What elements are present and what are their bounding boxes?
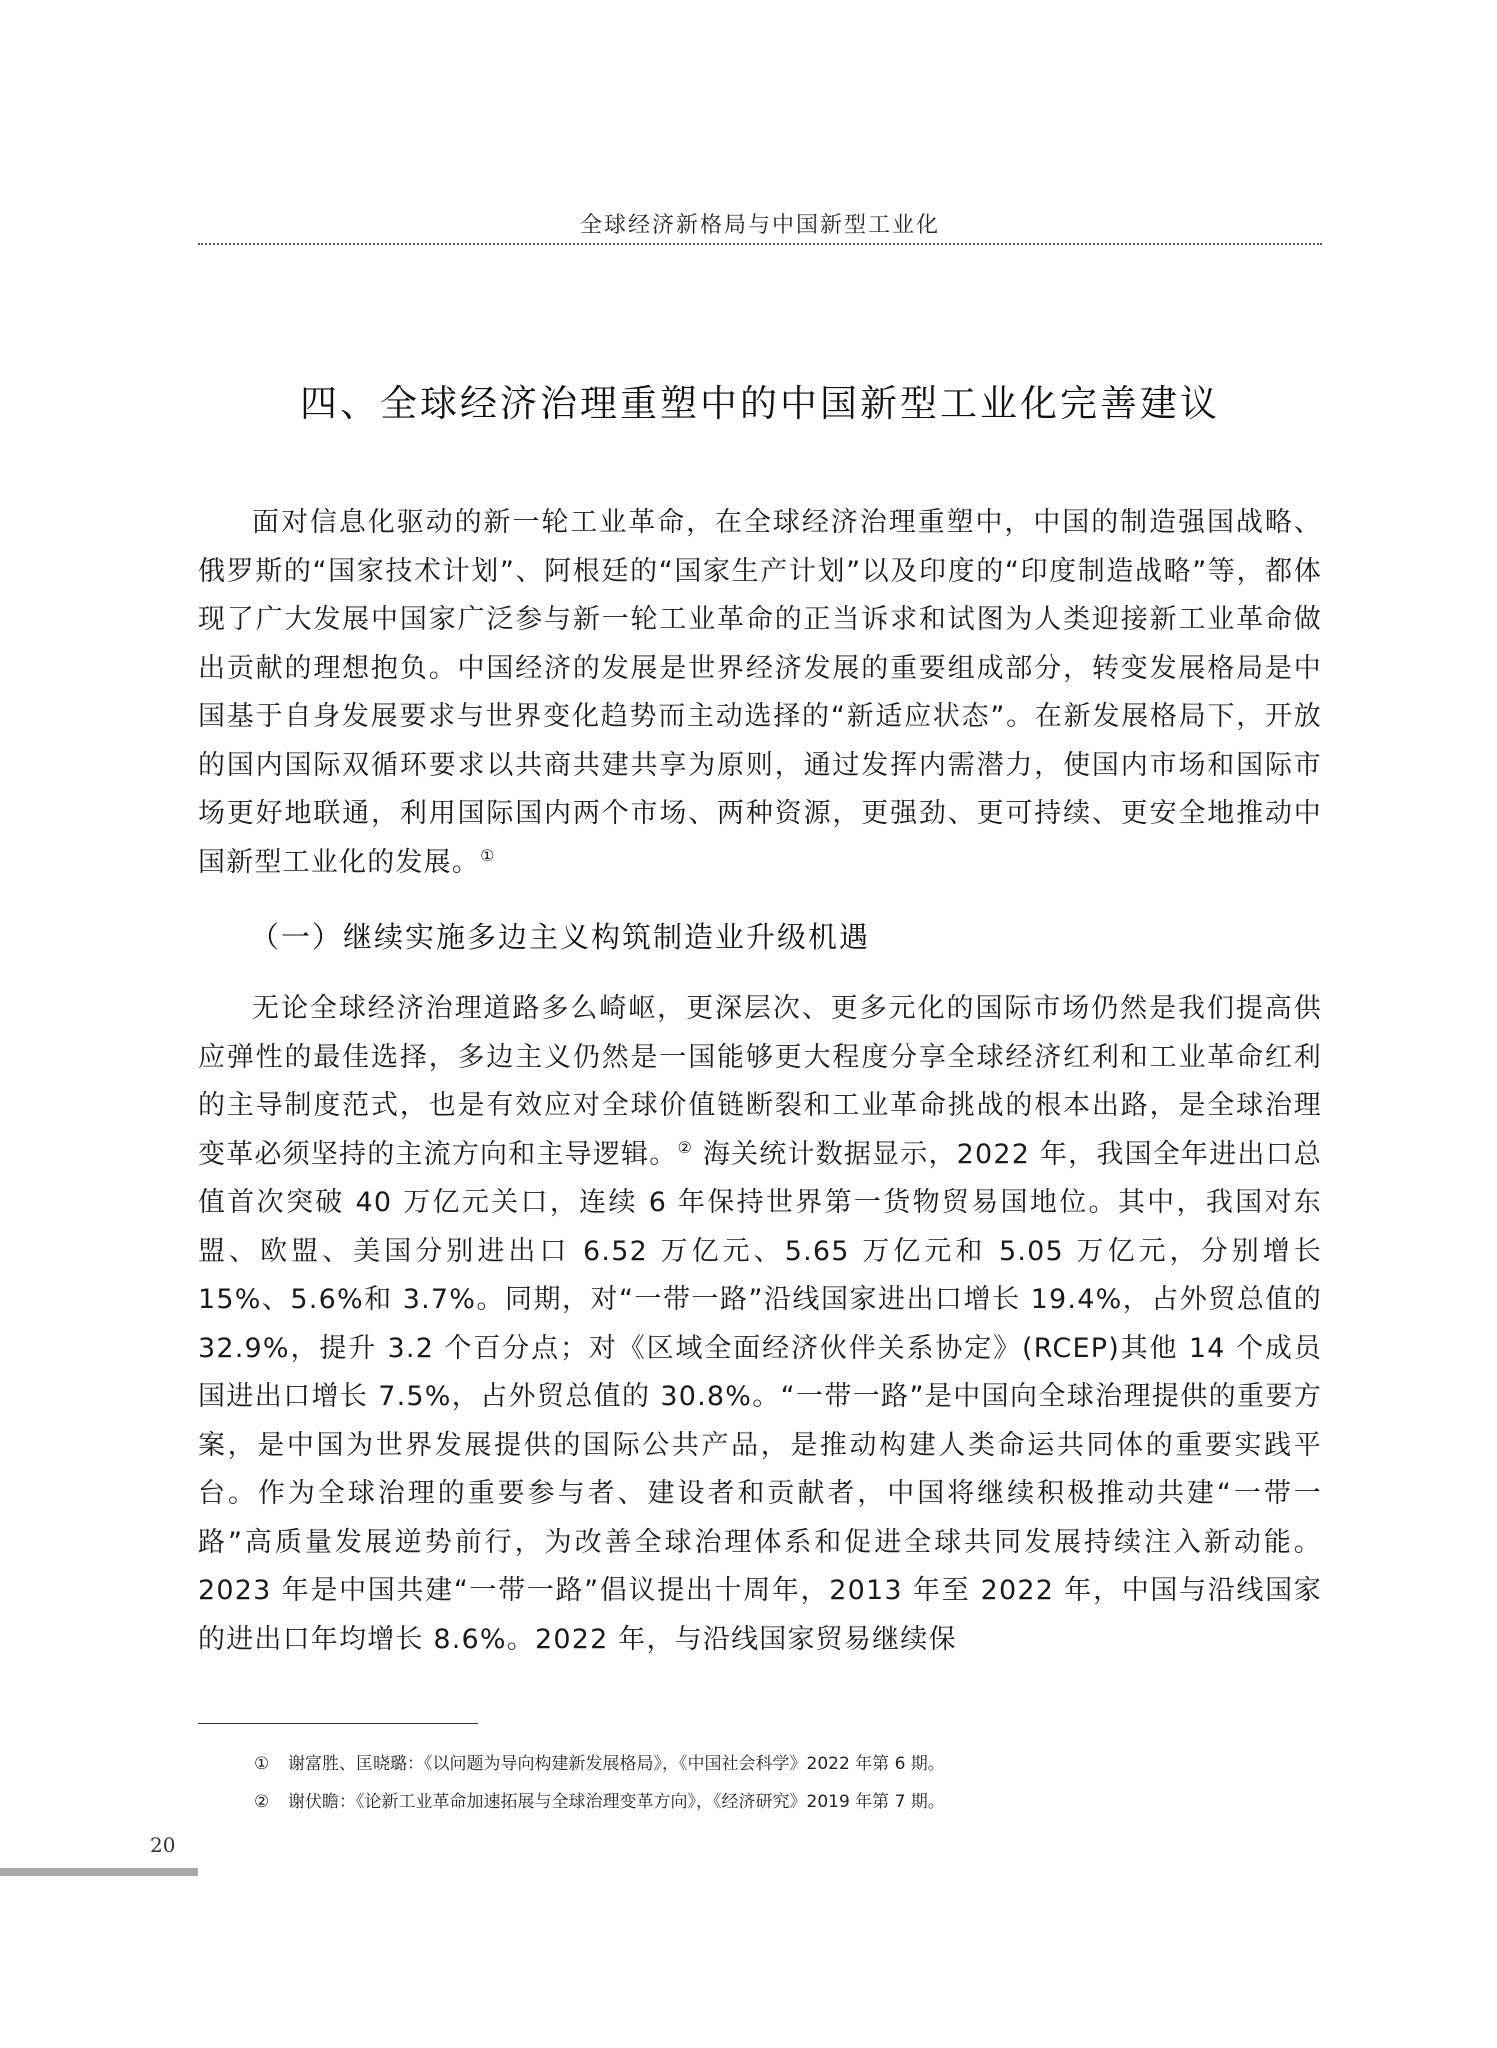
footnotes bbox=[254, 1745, 1314, 1821]
footnote-2 bbox=[254, 1783, 1314, 1821]
footnote-1-text: 谢富胜、匡晓璐：《以问题为导向构建新发展格局》，《中国社会科学》2022 年第 6 期。 bbox=[288, 1754, 945, 1774]
header-dotted-rule bbox=[198, 243, 1322, 245]
footnote-separator bbox=[198, 1723, 478, 1724]
footnote-1-mark: ① bbox=[254, 1754, 270, 1774]
page-number-bar bbox=[0, 1868, 198, 1876]
paragraph-1-text: 面对信息化驱动的新一轮工业革命，在全球经济治理重塑中，中国的制造强国战略、俄罗斯的“国家技术计划”、阿根廷的“国家生产计划”以及印度的“印度制造战略”等，都体现了广大发展中国家广泛参与新一轮工业革命的正当诉求和试图为人类迎接新工业革命做出贡献的理想抱负。中国经济的发展是世界经济发展的重要组成部分，转变发展格局是中国基于自身发展要求与世界变化趋势而主动选择的“新适应状态”。在新发展格局下，开放的国内国际双循环要求以共商共建共享为原则，通过发挥内需潜力，使国内市场和国际市场更好地联通，利用国际国内两个市场、两种资源，更强劲、更可持续、更安全地推动中国新型工业化的发展。 bbox=[198, 507, 1322, 878]
paragraph-1 bbox=[198, 499, 1322, 887]
paragraph-2 bbox=[198, 985, 1322, 1664]
subsection-heading: （一）继续实施多边主义构筑制造业升级机遇 bbox=[250, 920, 871, 954]
footnote-1 bbox=[254, 1745, 1314, 1783]
paragraph-2-text-a: 无论全球经济治理道路多么崎岖，更深层次、更多元化的国际市场仍然是我们提高供应弹性的最佳选择，多边主义仍然是一国能够更大程度分享全球经济红利和工业革命红利的主导制度范式，也是有效应对全球价值链断裂和工业革命挑战的根本出路，是全球治理变革必须坚持的主流方向和主导逻辑。 bbox=[198, 993, 1322, 1170]
footnote-ref-2[interactable]: ② bbox=[677, 1137, 694, 1157]
section-title: 四、全球经济治理重塑中的中国新型工业化完善建议 bbox=[300, 382, 1220, 425]
paragraph-2-text-b: 海关统计数据显示，2022 年，我国全年进出口总值首次突破 40 万亿元关口，连续 6 年保持世界第一货物贸易国地位。其中，我国对东盟、欧盟、美国分别进出口 6.52 万亿元、5.65 万亿元和 5.05 万亿元，分别增长 15%、5.6%和 3.7%。同期，对“一带一路”沿线国家进出口增长 19.4%，占外贸总值的 32.9%，提升 3.2 个百分点；对《区域全面经济伙伴关系协定》(RCEP)其他 14 个成员国进出口增长 7.5%，占外贸总值的 30.8%。“一带一路”是中国向全球治理提供的重要方案，是中国为世界发展提供的国际公共产品，是推动构建人类命运共同体的重要实践平台。作为全球治理的重要参与者、建设者和贡献者，中国将继续积极推动共建“一带一路”高质量发展逆势前行，为改善全球治理体系和促进全球共同发展持续注入新动能。2023 年是中国共建“一带一路”倡议提出十周年，2013 年至 2022 年，中国与沿线国家的进出口年均增长 8.6%。2022 年，与沿线国家贸易继续保 bbox=[198, 1138, 1323, 1655]
footnote-2-mark: ② bbox=[254, 1792, 270, 1812]
page-number: 20 bbox=[150, 1833, 176, 1857]
footnote-ref-1[interactable]: ① bbox=[480, 845, 496, 865]
running-header-title: 全球经济新格局与中国新型工业化 bbox=[579, 213, 940, 238]
footnote-2-text: 谢伏瞻：《论新工业革命加速拓展与全球治理变革方向》，《经济研究》2019 年第 7 期。 bbox=[288, 1792, 945, 1812]
